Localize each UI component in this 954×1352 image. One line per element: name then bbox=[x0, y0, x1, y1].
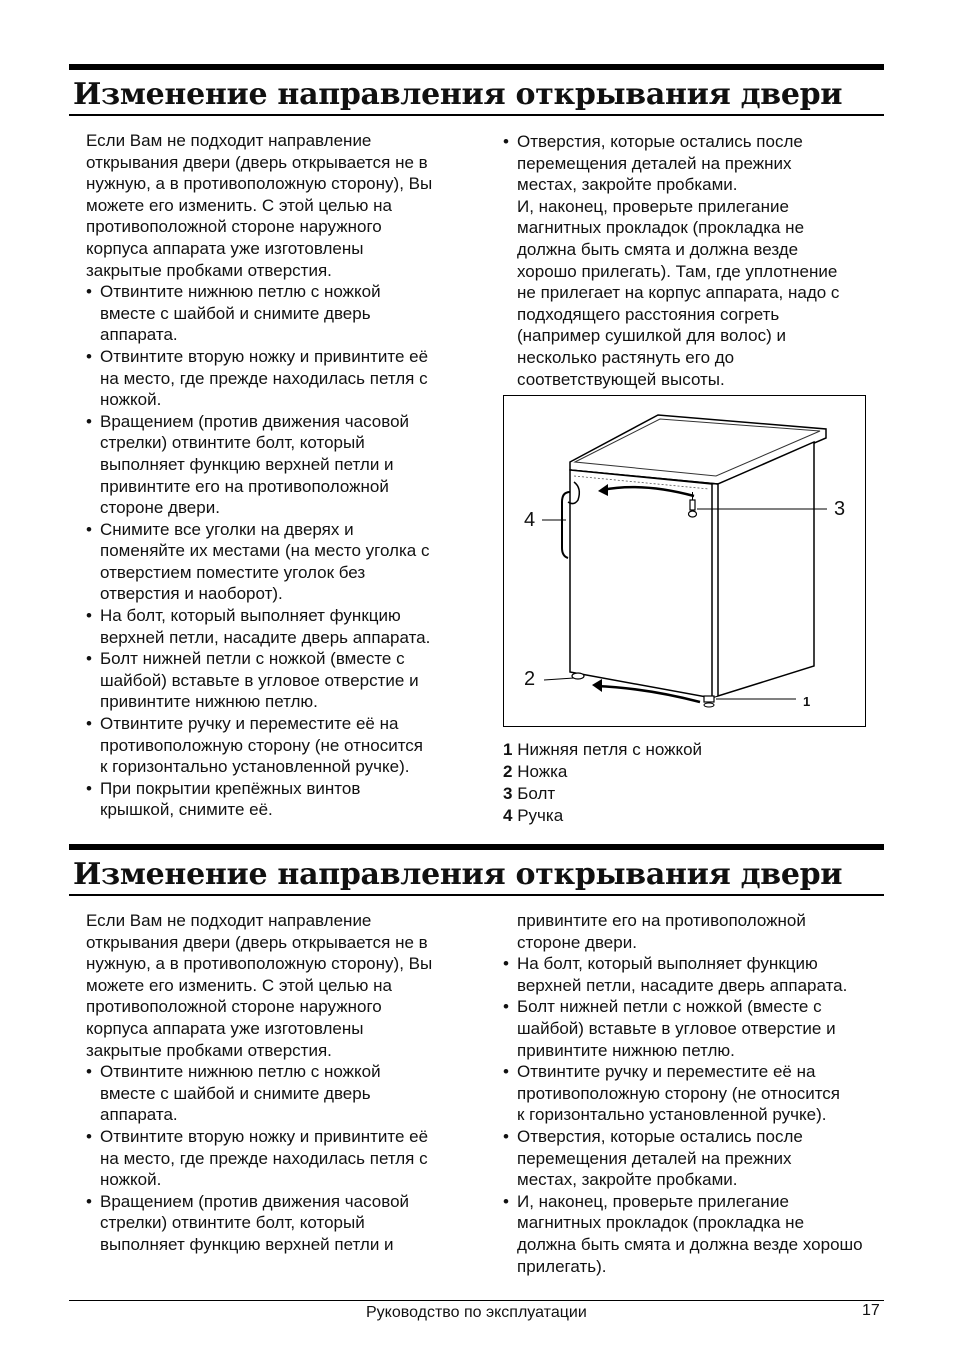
text-line: ножкой. bbox=[100, 1170, 162, 1190]
text-line: не прилегает на корпус аппарата, надо с bbox=[517, 283, 840, 303]
figure-legend bbox=[503, 739, 702, 827]
text-line: Отвинтите нижнюю петлю с ножкой bbox=[100, 282, 381, 302]
text-line: местах, закройте пробками. bbox=[517, 175, 738, 195]
text-line: Отвинтите вторую ножку и привинтите её bbox=[100, 1126, 429, 1146]
text-line: корпуса аппарата уже изготовлены bbox=[86, 1018, 364, 1038]
fridge-figure bbox=[503, 395, 866, 727]
text-line: верхней петли, насадите дверь аппарата. bbox=[100, 627, 431, 647]
text-line: выполняет функцию верхней петли и bbox=[100, 1234, 394, 1254]
text-line: привинтите его на противоположной bbox=[100, 476, 389, 496]
list-item bbox=[86, 713, 471, 778]
list-item bbox=[86, 778, 471, 821]
section1-right-list bbox=[503, 131, 888, 390]
text-line: стрелки) отвинтите болт, который bbox=[100, 433, 365, 453]
list-item bbox=[86, 346, 471, 411]
list-item bbox=[503, 996, 893, 1061]
text-line: противоположной стороне наружного bbox=[86, 997, 382, 1017]
text-line: открывания двери (дверь открывается не в bbox=[86, 152, 428, 172]
text-line: Отвинтите нижнюю петлю с ножкой bbox=[100, 1062, 381, 1082]
text-line: Отверстия, которые остались после bbox=[517, 1126, 803, 1146]
section1-right-column bbox=[503, 131, 888, 390]
text-line: стороне двери. bbox=[517, 932, 637, 952]
text-line: Снимите все уголки на дверях и bbox=[100, 519, 354, 539]
legend-item: 2 Ножка bbox=[503, 762, 568, 781]
text-line: Отверстия, которые остались после bbox=[517, 132, 803, 151]
text-line: шайбой) вставьте в угловое отверстие и bbox=[517, 1018, 836, 1038]
text-line: хорошо прилегать). Там, где уплотнение bbox=[517, 261, 838, 281]
list-item bbox=[503, 1061, 893, 1126]
text-line: закрытые пробками отверстия. bbox=[86, 260, 332, 280]
callout-3: 3 bbox=[834, 498, 846, 520]
text-line: открывания двери (дверь открывается не в bbox=[86, 932, 428, 952]
text-line: Отвинтите ручку и переместите её на bbox=[100, 714, 399, 734]
text-line: привинтите нижнюю петлю. bbox=[100, 692, 318, 712]
text-line: магнитных прокладок (прокладка не bbox=[517, 1213, 805, 1233]
list-item-continuation bbox=[503, 910, 893, 953]
list-item bbox=[503, 131, 888, 390]
text-line: можете его изменить. С этой целью на bbox=[86, 975, 392, 995]
text-line: отверстия и наоборот). bbox=[100, 584, 283, 604]
text-line: (например сушилкой для волос) и bbox=[517, 326, 786, 346]
text-line: Болт нижней петли с ножкой (вместе с bbox=[517, 997, 822, 1017]
text-line: должна быть смята и должна везде хорошо bbox=[517, 1234, 863, 1254]
section2-right-list bbox=[503, 910, 893, 1277]
text-line: можете его изменить. С этой целью на bbox=[86, 195, 392, 215]
text-line: противоположной стороне наружного bbox=[86, 217, 382, 237]
text-line: перемещения деталей на прежних bbox=[517, 153, 792, 173]
text-line: Вращением (против движения часовой bbox=[100, 1191, 410, 1211]
list-item bbox=[86, 519, 471, 605]
callout-4: 4 bbox=[524, 509, 536, 531]
page-number: 17 bbox=[862, 1302, 880, 1319]
list-item bbox=[86, 1191, 471, 1256]
text-line: Вращением (против движения часовой bbox=[100, 411, 410, 431]
text-line: привинтите нижнюю петлю. bbox=[517, 1040, 735, 1060]
legend-item: 1 Нижняя петля с ножкой bbox=[503, 740, 703, 759]
text-line: Если Вам не подходит направление bbox=[86, 131, 372, 150]
section1-left-column bbox=[86, 130, 471, 821]
text-line: шайбой) вставьте в угловое отверстие и bbox=[100, 670, 419, 690]
text-line: нужную, а в противоположную сторону), Вы bbox=[86, 174, 433, 194]
legend-item: 3 Болт bbox=[503, 784, 556, 803]
text-line: противоположную сторону (не относится bbox=[517, 1083, 841, 1103]
section2-intro bbox=[86, 910, 471, 1061]
section2-title: Изменение направления открывания двери bbox=[73, 857, 843, 892]
text-line: Если Вам не подходит направление bbox=[86, 911, 372, 930]
text-line: вместе с шайбой и снимите дверь bbox=[100, 303, 371, 323]
text-line: аппарата. bbox=[100, 325, 178, 345]
text-line: несколько растянуть его до bbox=[517, 347, 735, 367]
text-line: Отвинтите вторую ножку и привинтите её bbox=[100, 346, 429, 366]
text-line: И, наконец, проверьте прилегание bbox=[517, 1191, 789, 1211]
list-item bbox=[86, 1126, 471, 1191]
section1-left-list bbox=[86, 281, 471, 821]
section2-right-column bbox=[503, 910, 893, 1277]
text-line: привинтите его на противоположной bbox=[517, 911, 806, 930]
text-line: Болт нижней петли с ножкой (вместе с bbox=[100, 649, 405, 669]
text-line: вместе с шайбой и снимите дверь bbox=[100, 1083, 371, 1103]
text-line: магнитных прокладок (прокладка не bbox=[517, 218, 805, 238]
text-line: прилегать). bbox=[517, 1256, 607, 1276]
list-item bbox=[503, 1191, 893, 1277]
legend-item: 4 Ручка bbox=[503, 806, 564, 825]
text-line: стрелки) отвинтите болт, который bbox=[100, 1213, 365, 1233]
text-line: ножкой. bbox=[100, 390, 162, 410]
text-line: подходящего расстояния согреть bbox=[517, 304, 780, 324]
section2-top-rule bbox=[69, 844, 884, 850]
text-line: противоположную сторону (не относится bbox=[100, 735, 424, 755]
text-line: нужную, а в противоположную сторону), Вы bbox=[86, 954, 433, 974]
text-line: корпуса аппарата уже изготовлены bbox=[86, 238, 364, 258]
section2-left-column bbox=[86, 910, 471, 1256]
text-line: выполняет функцию верхней петли и bbox=[100, 454, 394, 474]
text-line: на место, где прежде находилась петля с bbox=[100, 368, 428, 388]
text-line: поменяйте их местами (на место уголка с bbox=[100, 541, 430, 561]
text-line: к горизонтально установленной ручке). bbox=[100, 757, 410, 777]
section1-intro bbox=[86, 130, 471, 281]
footer-text: Руководство по эксплуатации bbox=[366, 1304, 587, 1321]
list-item bbox=[86, 605, 471, 648]
list-item bbox=[86, 411, 471, 519]
section1-top-rule bbox=[69, 64, 884, 70]
list-item bbox=[503, 953, 893, 996]
text-line: местах, закройте пробками. bbox=[517, 1170, 738, 1190]
footer-rule bbox=[69, 1300, 884, 1301]
text-line: крышкой, снимите её. bbox=[100, 800, 273, 820]
list-item bbox=[86, 648, 471, 713]
section2-bottom-rule bbox=[69, 894, 884, 896]
text-line: перемещения деталей на прежних bbox=[517, 1148, 792, 1168]
text-line: должна быть смята и должна везде bbox=[517, 239, 799, 259]
text-line: При покрытии крепёжных винтов bbox=[100, 778, 361, 798]
text-line: отверстием поместите уголок без bbox=[100, 562, 366, 582]
section1-title: Изменение направления открывания двери bbox=[73, 77, 843, 112]
text-line: на место, где прежде находилась петля с bbox=[100, 1148, 428, 1168]
text-line: И, наконец, проверьте прилегание bbox=[517, 196, 789, 216]
text-line: стороне двери. bbox=[100, 498, 220, 518]
list-item bbox=[86, 281, 471, 346]
text-line: к горизонтально установленной ручке). bbox=[517, 1105, 827, 1125]
text-line: Отвинтите ручку и переместите её на bbox=[517, 1062, 816, 1082]
text-line: На болт, который выполняет функцию bbox=[517, 954, 818, 974]
text-line: закрытые пробками отверстия. bbox=[86, 1040, 332, 1060]
text-line: верхней петли, насадите дверь аппарата. bbox=[517, 975, 848, 995]
list-item bbox=[503, 1126, 893, 1191]
fridge-illustration bbox=[504, 396, 867, 728]
text-line: аппарата. bbox=[100, 1105, 178, 1125]
callout-2: 2 bbox=[524, 668, 536, 690]
text-line: соответствующей высоты. bbox=[517, 369, 725, 389]
text-line: На болт, который выполняет функцию bbox=[100, 606, 401, 626]
callout-1: 1 bbox=[803, 694, 811, 709]
section2-left-list bbox=[86, 1061, 471, 1255]
section1-bottom-rule bbox=[69, 114, 884, 116]
list-item bbox=[86, 1061, 471, 1126]
